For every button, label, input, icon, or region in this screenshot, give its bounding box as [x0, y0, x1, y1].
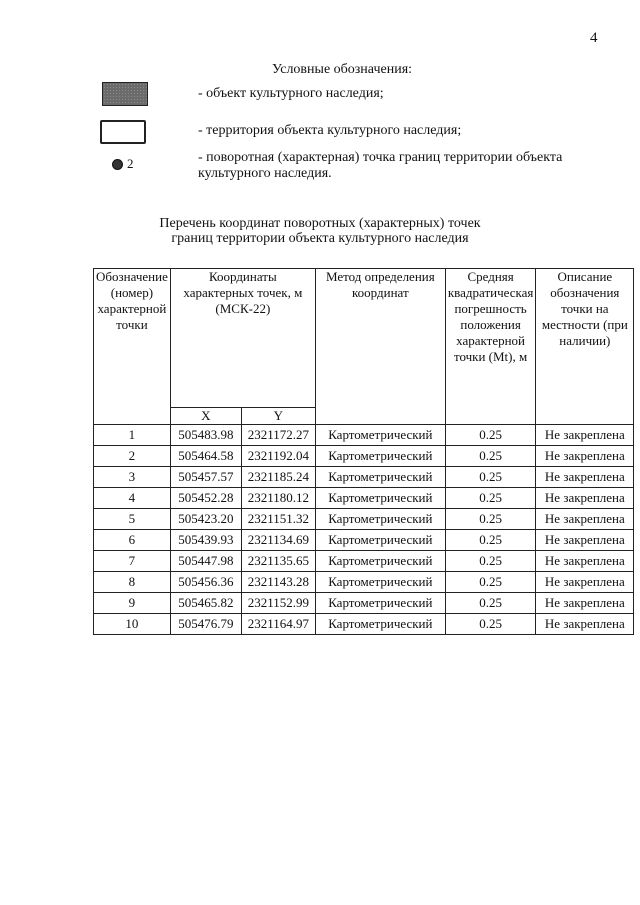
legend-text: - поворотная (характерная) точка границ территории объекта культурного наследия. [198, 150, 563, 181]
dot-icon [112, 159, 123, 170]
error-cell: 0.25 [445, 593, 536, 614]
method-cell: Картометрический [315, 488, 445, 509]
table-row [94, 488, 634, 509]
error-cell: 0.25 [445, 425, 536, 446]
description-cell: Не закреплена [536, 425, 634, 446]
table-row [94, 551, 634, 572]
caption-line-1: Перечень координат поворотных (характерных) точек [159, 216, 481, 231]
coordinate-x: 505452.28 [170, 488, 241, 509]
header-description: Описание обозначения точки на местности (при наличии) [536, 269, 634, 425]
table-row [94, 614, 634, 635]
point-number: 2 [94, 446, 171, 467]
legend-text: - объект культурного наследия; [198, 86, 384, 101]
method-cell: Картометрический [315, 425, 445, 446]
table-row [94, 446, 634, 467]
method-cell: Картометрический [315, 593, 445, 614]
coordinate-y: 2321151.32 [241, 509, 315, 530]
coordinate-x: 505457.57 [170, 467, 241, 488]
method-cell: Картометрический [315, 530, 445, 551]
coordinate-x: 505465.82 [170, 593, 241, 614]
point-number: 9 [94, 593, 171, 614]
table-row [94, 509, 634, 530]
coordinate-x: 505483.98 [170, 425, 241, 446]
table-row [94, 467, 634, 488]
caption-line-2: границ территории объекта культурного наследия [171, 231, 469, 246]
header-error: Средняя квадратическая погрешность положения характерной точки (Mt), м [445, 269, 536, 425]
legend-text: - территория объекта культурного наследия; [198, 123, 462, 138]
method-cell: Картометрический [315, 446, 445, 467]
point-number: 3 [94, 467, 171, 488]
error-cell: 0.25 [445, 551, 536, 572]
object-swatch-icon [102, 82, 148, 106]
description-cell: Не закреплена [536, 572, 634, 593]
point-number: 5 [94, 509, 171, 530]
header-method: Метод определения координат [315, 269, 445, 425]
coordinate-x: 505456.36 [170, 572, 241, 593]
table-row [94, 425, 634, 446]
description-cell: Не закреплена [536, 614, 634, 635]
header-designation: Обозначение (номер) характерной точки [94, 269, 171, 425]
legend-title: Условные обозначения: [272, 62, 413, 77]
header-y: Y [241, 408, 315, 425]
table-row [94, 572, 634, 593]
coordinates-table [93, 268, 634, 635]
method-cell: Картометрический [315, 614, 445, 635]
description-cell: Не закреплена [536, 446, 634, 467]
table-row [94, 530, 634, 551]
error-cell: 0.25 [445, 530, 536, 551]
coordinate-y: 2321192.04 [241, 446, 315, 467]
method-cell: Картометрический [315, 551, 445, 572]
method-cell: Картометрический [315, 572, 445, 593]
method-cell: Картометрический [315, 509, 445, 530]
coordinate-x: 505447.98 [170, 551, 241, 572]
coordinate-y: 2321152.99 [241, 593, 315, 614]
error-cell: 0.25 [445, 488, 536, 509]
point-number: 6 [94, 530, 171, 551]
table-caption [0, 216, 640, 246]
point-number: 10 [94, 614, 171, 635]
point-number: 4 [94, 488, 171, 509]
coordinate-y: 2321143.28 [241, 572, 315, 593]
coordinate-x: 505476.79 [170, 614, 241, 635]
coordinate-x: 505464.58 [170, 446, 241, 467]
error-cell: 0.25 [445, 509, 536, 530]
error-cell: 0.25 [445, 614, 536, 635]
point-marker-label: 2 [127, 156, 134, 171]
header-x: X [170, 408, 241, 425]
error-cell: 0.25 [445, 446, 536, 467]
table-row [94, 593, 634, 614]
header-coordinates: Координаты характерных точек, м (МСК-22) [170, 269, 315, 408]
method-cell: Картометрический [315, 467, 445, 488]
coordinate-x: 505439.93 [170, 530, 241, 551]
error-cell: 0.25 [445, 467, 536, 488]
coordinate-y: 2321172.27 [241, 425, 315, 446]
coordinate-y: 2321134.69 [241, 530, 315, 551]
description-cell: Не закреплена [536, 593, 634, 614]
territory-swatch-icon [100, 120, 146, 144]
point-number: 1 [94, 425, 171, 446]
point-marker [112, 156, 134, 172]
coordinate-y: 2321180.12 [241, 488, 315, 509]
page-number: 4 [590, 30, 598, 46]
description-cell: Не закреплена [536, 530, 634, 551]
error-cell: 0.25 [445, 572, 536, 593]
description-cell: Не закреплена [536, 551, 634, 572]
point-number: 7 [94, 551, 171, 572]
point-number: 8 [94, 572, 171, 593]
description-cell: Не закреплена [536, 488, 634, 509]
description-cell: Не закреплена [536, 467, 634, 488]
coordinate-y: 2321164.97 [241, 614, 315, 635]
coordinate-x: 505423.20 [170, 509, 241, 530]
coordinate-y: 2321185.24 [241, 467, 315, 488]
coordinate-y: 2321135.65 [241, 551, 315, 572]
description-cell: Не закреплена [536, 509, 634, 530]
